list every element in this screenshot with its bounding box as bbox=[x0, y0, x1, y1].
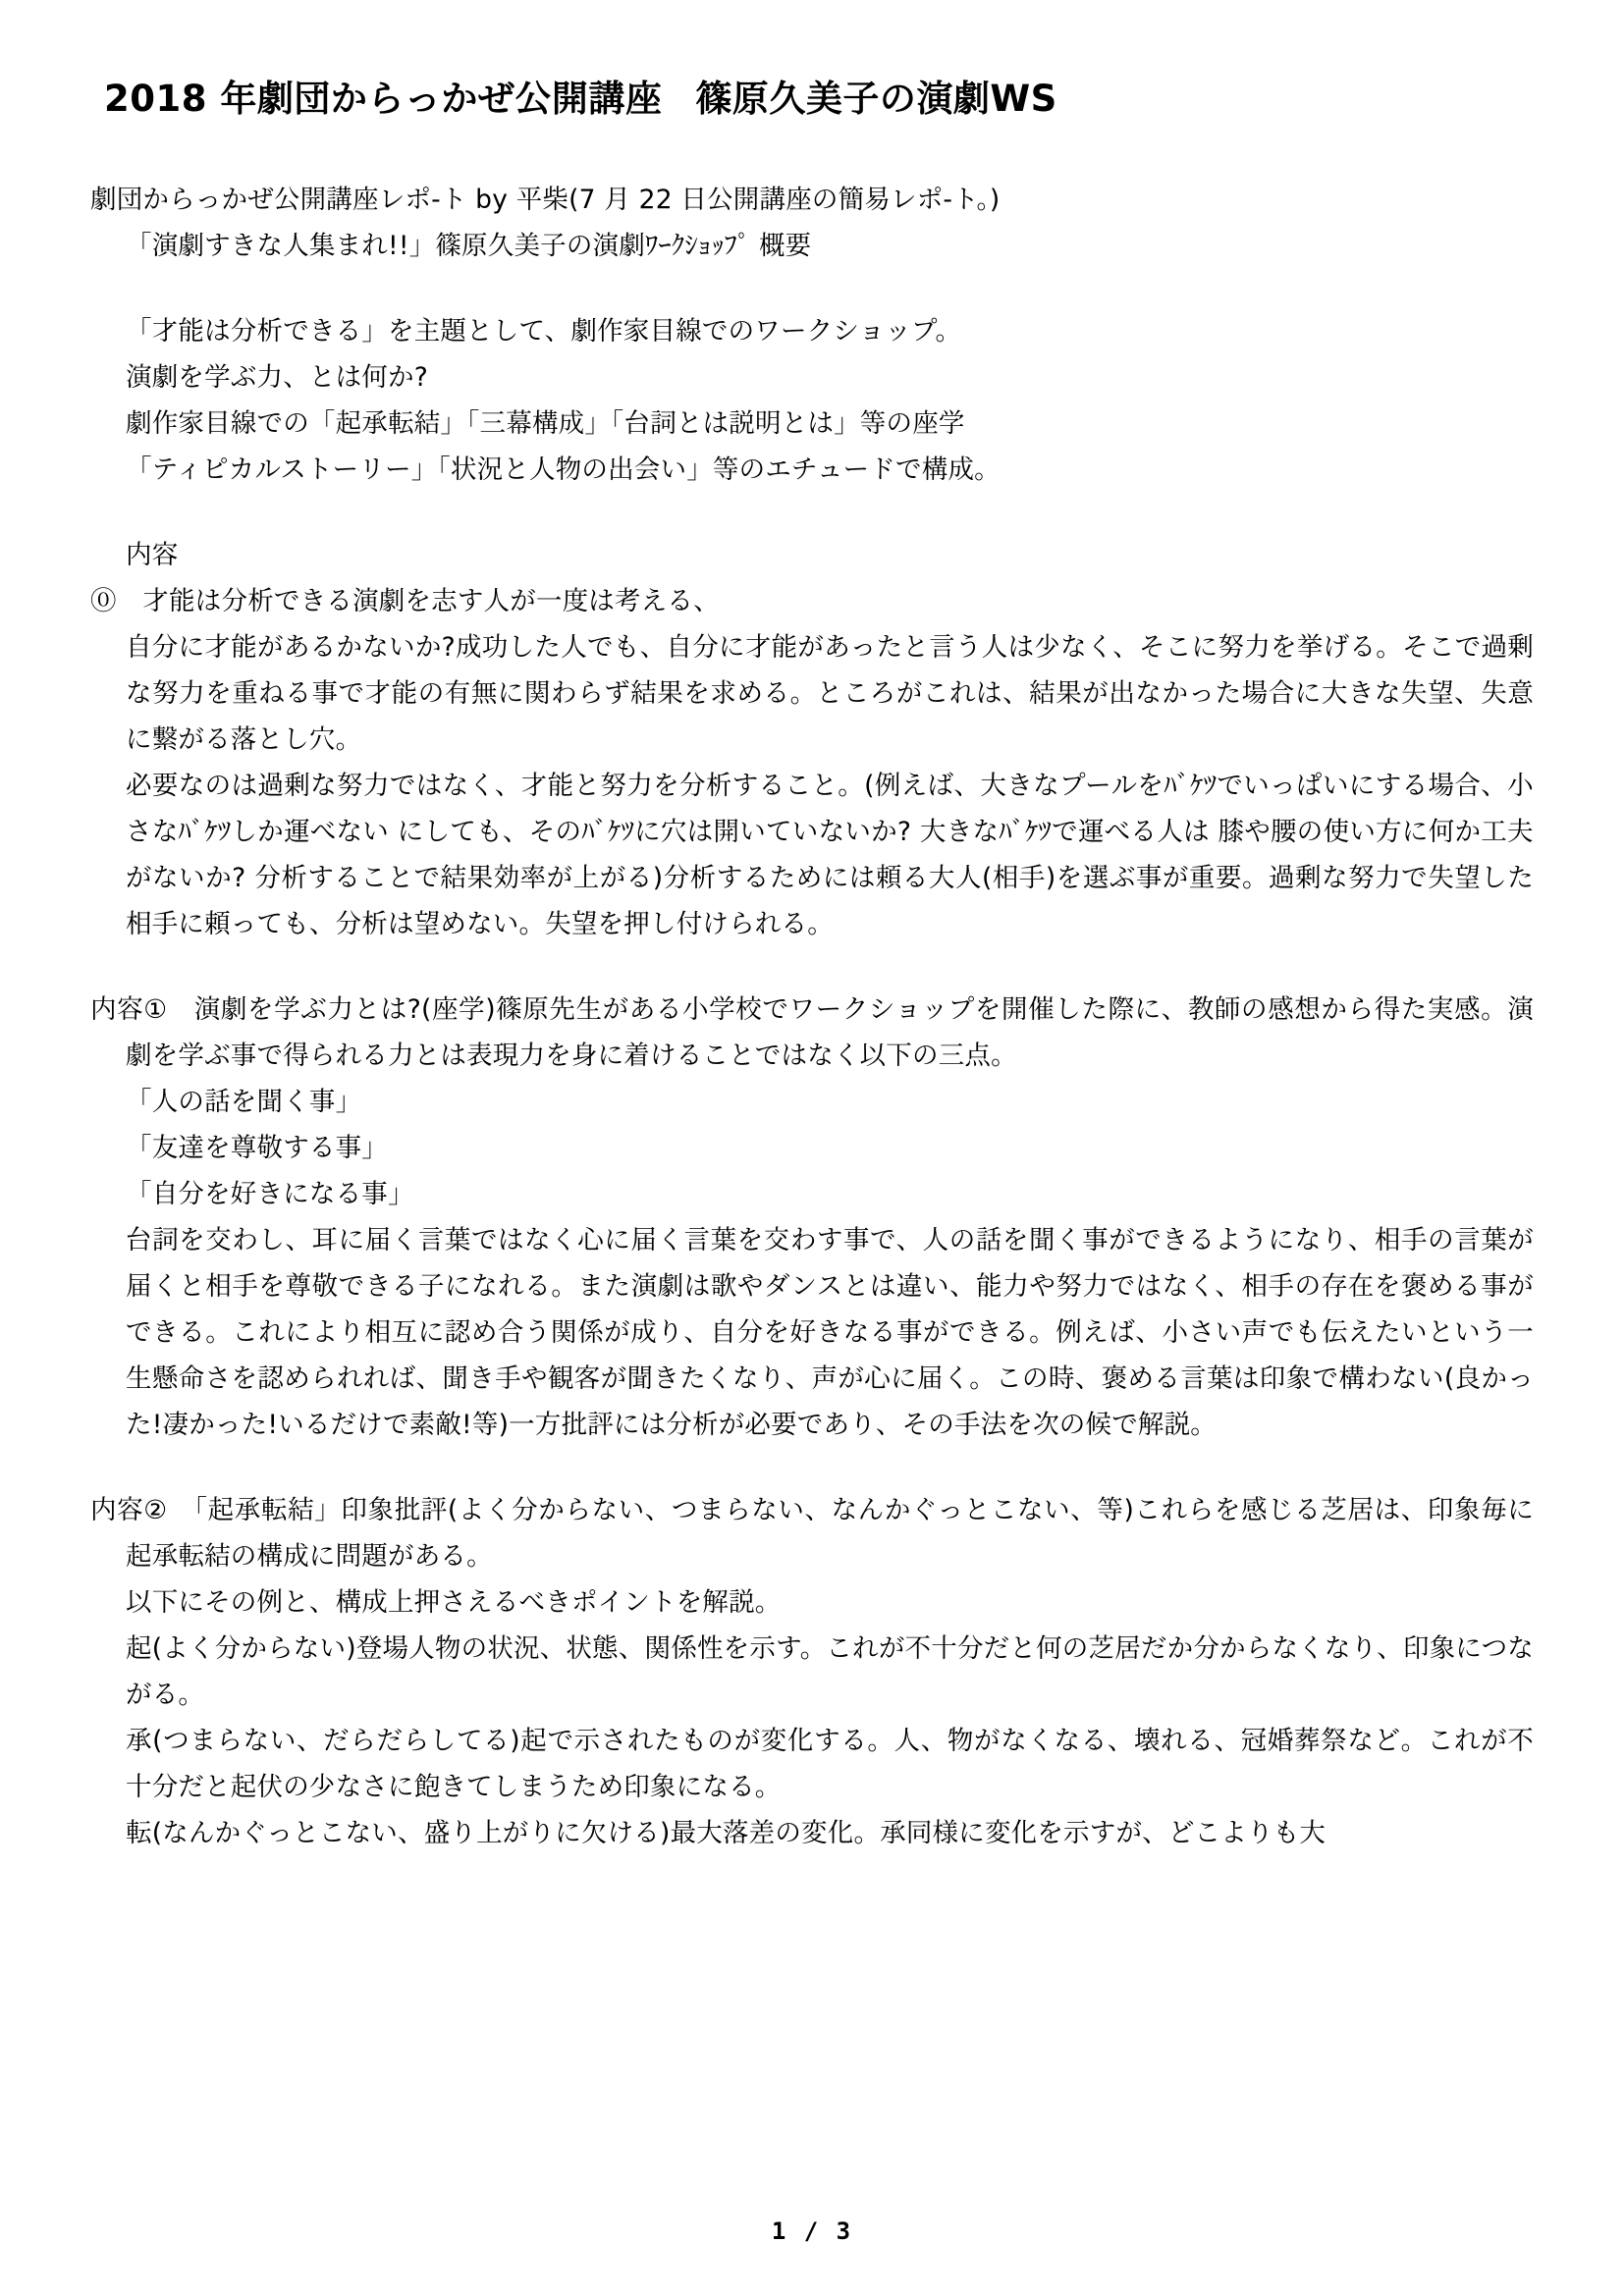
spacer bbox=[90, 1448, 1534, 1487]
overview-line-2: 演劇を学ぶ力、とは何か? bbox=[126, 362, 428, 394]
overview-line-1: 「才能は分析できる」を主題として、劇作家目線でのワークショップ。 bbox=[126, 316, 962, 347]
section0-marker: ⓪ bbox=[90, 586, 117, 617]
section1-heading: 演劇を学ぶ力とは?(座学)篠原先生がある小学校でワークショップを開催した際に、教師の感想から得た実感。演劇を学ぶ事で得られる力とは表現力を身に着けることではなく以下の三点。 bbox=[126, 994, 1534, 1072]
section2-item-shou: 承(つまらない、だらだらしてる)起で示されたものが変化する。人、物がなくなる、壊れる、冠婚葬祭など。これが不十分だと起伏の少なさに飽きてしまうため印象になる。 bbox=[126, 1726, 1534, 1803]
section2-lead: 以下にその例と、構成上押さえるべきポイントを解説。 bbox=[126, 1587, 782, 1619]
section0-paragraph-2: 必要なのは過剰な努力ではなく、才能と努力を分析すること。(例えば、大きなプールをﾊﾞｹﾂでいっぱいにする場合、小さなﾊﾞｹﾂしか運べない にしても、そのﾊﾞｹﾂに穴は開いていないか? 大きなﾊﾞｹﾂで運べる人は 膝や腰の使い方に何か工夫がないか? 分析することで結果効率が上がる)分析するためには頼る大人(相手)を選ぶ事が重要。過剰な努力で失望した相手に頼っても、分析は望めない。失望を押し付けられる。 bbox=[126, 771, 1534, 940]
section1-bullet-1: 「人の話を聞く事」 bbox=[126, 1087, 362, 1118]
section1-label: 内容① bbox=[90, 994, 168, 1026]
section1-bullet-3: 「自分を好きになる事」 bbox=[126, 1179, 414, 1210]
section0-heading: 才能は分析できる演劇を志す人が一度は考える、 bbox=[142, 586, 720, 617]
section1-body: 台詞を交わし、耳に届く言葉ではなく心に届く言葉を交わす事で、人の話を聞く事ができるようになり、相手の言葉が届くと相手を尊敬できる子になれる。また演劇は歌やダンスとは違い、能力や努力ではなく、相手の存在を褒める事ができる。これにより相互に認め合う関係が成り、自分を好きなる事ができる。例えば、小さい声でも伝えたいという一生懸命さを認められれば、聞き手や観客が聞きたくなり、声が心に届く。この時、褒める言葉は印象で構わない(良かった!凄かった!いるだけで素敵!等)一方批評には分析が必要であり、その手法を次の候で解説。 bbox=[126, 1225, 1534, 1441]
section2-heading: 「起承転結」印象批評(よく分からない、つまらない、なんかぐっとこない、等)これらを感じる芝居は、印象毎に起承転結の構成に問題がある。 bbox=[126, 1495, 1535, 1573]
overview-line-4: 「ティピカルストーリー」「状況と人物の出会い」等のエチュードで構成。 bbox=[126, 454, 1001, 486]
section0-paragraph-1: 自分に才能があるかないか?成功した人でも、自分に才能があったと言う人は少なく、そこに努力を挙げる。そこで過剰な努力を重ねる事で才能の有無に関わらず結果を求める。ところがこれは、結果が出なかった場合に大きな失望、失意に繋がる落とし穴。 bbox=[126, 632, 1534, 756]
spacer bbox=[90, 269, 1534, 308]
spacer bbox=[90, 493, 1534, 532]
page-number-footer: 1 / 3 bbox=[771, 2217, 853, 2245]
section1-heading-row bbox=[90, 987, 1534, 1079]
page-title bbox=[104, 77, 1534, 122]
contents-heading: 内容 bbox=[126, 540, 179, 571]
report-byline: 劇団からっかぜ公開講座レポ-ト by 平柴(7 月 22 日公開講座の簡易レポ-ト。) bbox=[90, 185, 1001, 216]
section0-heading-row bbox=[90, 578, 1534, 624]
section2-item-ki: 起(よく分からない)登場人物の状況、状態、関係性を示す。これが不十分だと何の芝居だか分からなくなり、印象につながる。 bbox=[126, 1633, 1534, 1711]
page-title-part1: 2018 年劇団からっかぜ公開講座 bbox=[104, 78, 663, 120]
section2-label: 内容② bbox=[90, 1495, 168, 1526]
section2-item-ten: 転(なんかぐっとこない、盛り上がりに欠ける)最大落差の変化。承同様に変化を示すが、どこよりも大 bbox=[126, 1818, 1326, 1849]
spacer bbox=[90, 122, 1534, 177]
report-subtitle: 「演劇すきな人集まれ!!」篠原久美子の演劇ﾜｰｸｼｮｯﾌﾟ 概要 bbox=[126, 231, 812, 262]
section1-bullet-2: 「友達を尊敬する事」 bbox=[126, 1133, 388, 1164]
spacer bbox=[90, 947, 1534, 987]
section2-heading-row bbox=[90, 1487, 1534, 1579]
page-title-part2: 篠原久美子の演劇WS bbox=[695, 78, 1057, 120]
overview-line-3: 劇作家目線での「起承転結」「三幕構成」「台詞とは説明とは」等の座学 bbox=[126, 408, 965, 440]
